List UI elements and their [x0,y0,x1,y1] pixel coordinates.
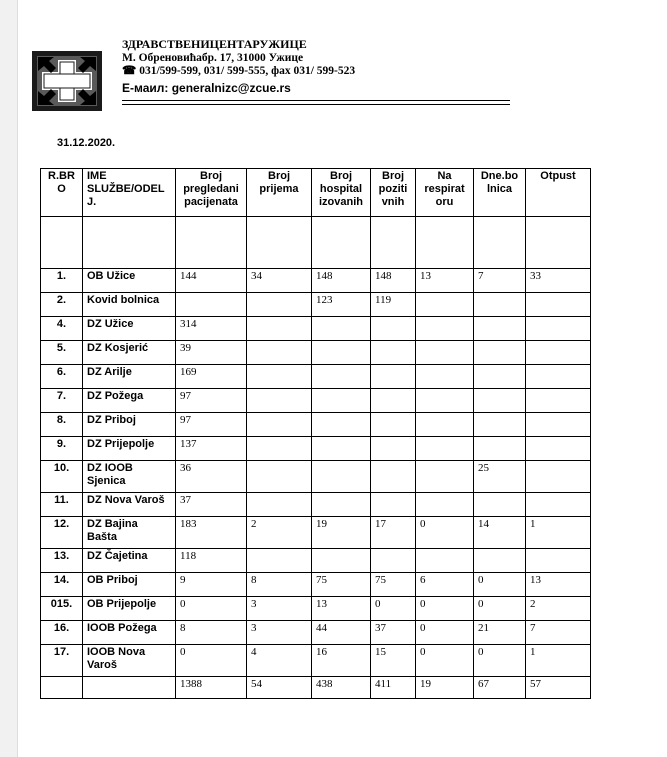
otpust-value: 13 [526,573,591,597]
dnevna-bolnica-value: 14 [474,517,526,549]
row-number: 4. [41,317,83,341]
row-number: 12. [41,517,83,549]
dnevna-bolnica-value: 21 [474,621,526,645]
org-phones-line [122,65,355,79]
pozitivnih-value [371,413,416,437]
table-row [41,293,591,317]
pozitivnih-value: 119 [371,293,416,317]
empty-cell [416,217,474,269]
hospitalizovanih-value [312,549,371,573]
service-name: DZ Čajetina [83,549,176,573]
otpust-value: 1 [526,517,591,549]
table-row [41,597,591,621]
col-header-name: IME SLUŽBE/ODEL J. [83,169,176,217]
pozitivnih-value [371,493,416,517]
service-name: DZ Nova Varoš [83,493,176,517]
table-row [41,645,591,677]
pregledani-value: 118 [176,549,247,573]
respirator-value [416,293,474,317]
total-respirator-value: 19 [416,677,474,699]
pregledani-value: 39 [176,341,247,365]
hospitalizovanih-value [312,365,371,389]
hospitalizovanih-value: 13 [312,597,371,621]
prijema-value [247,437,312,461]
respirator-value [416,437,474,461]
respirator-value [416,365,474,389]
col-header-rbr: R.BR O [41,169,83,217]
prijema-value [247,493,312,517]
service-name: IOOB Nova Varoš [83,645,176,677]
table-row [41,389,591,413]
col-header-pregledani: Broj pregledani pacijenata [176,169,247,217]
row-number: 015. [41,597,83,621]
header-divider [122,100,510,101]
otpust-value [526,365,591,389]
row-number: 6. [41,365,83,389]
otpust-value [526,437,591,461]
service-name: DZ Užice [83,317,176,341]
col-header-respirator: Na respirat oru [416,169,474,217]
hospitalizovanih-value [312,317,371,341]
row-number: 14. [41,573,83,597]
table-row [41,573,591,597]
hospitalizovanih-value [312,341,371,365]
row-number: 13. [41,549,83,573]
prijema-value: 3 [247,621,312,645]
dnevna-bolnica-value: 0 [474,645,526,677]
page-margin [0,0,18,757]
prijema-value [247,389,312,413]
table-row [41,493,591,517]
otpust-value: 7 [526,621,591,645]
respirator-value [416,389,474,413]
service-name: OB Užice [83,269,176,293]
hospitalizovanih-value: 44 [312,621,371,645]
otpust-value [526,389,591,413]
service-name: DZ Priboj [83,413,176,437]
hospitalizovanih-value [312,493,371,517]
total-pozitivnih-value: 411 [371,677,416,699]
totals-row [41,677,591,699]
pregledani-value [176,293,247,317]
prijema-value: 2 [247,517,312,549]
pozitivnih-value [371,365,416,389]
org-phones: 031/599-599, 031/ 599-555, фах 031/ 599-523 [139,65,356,77]
row-number: 5. [41,341,83,365]
hospitalizovanih-value [312,437,371,461]
respirator-value: 0 [416,645,474,677]
prijema-value [247,461,312,493]
col-header-hospitalizovanih: Broj hospital izovanih [312,169,371,217]
pregledani-value: 144 [176,269,247,293]
service-name: DZ Kosjerić [83,341,176,365]
row-number: 16. [41,621,83,645]
empty-cell [526,217,591,269]
service-name: DZ Prijepolje [83,437,176,461]
pregledani-value: 183 [176,517,247,549]
total-service-name [83,677,176,699]
hospitalizovanih-value: 75 [312,573,371,597]
total-pregledani-value: 1388 [176,677,247,699]
service-name: Kovid bolnica [83,293,176,317]
pozitivnih-value [371,461,416,493]
table-row [41,413,591,437]
table-row [41,437,591,461]
table-row [41,365,591,389]
prijema-value: 34 [247,269,312,293]
dnevna-bolnica-value: 25 [474,461,526,493]
service-name: OB Priboj [83,573,176,597]
respirator-value: 0 [416,517,474,549]
table-row [41,517,591,549]
pregledani-value: 97 [176,389,247,413]
table-header-row [41,169,591,217]
table-row [41,341,591,365]
row-number: 8. [41,413,83,437]
empty-cell [176,217,247,269]
report-date: 31.12.2020. [57,137,116,149]
dnevna-bolnica-value [474,413,526,437]
hospitalizovanih-value: 148 [312,269,371,293]
dnevna-bolnica-value: 0 [474,597,526,621]
prijema-value: 3 [247,597,312,621]
pozitivnih-value: 148 [371,269,416,293]
dnevna-bolnica-value [474,437,526,461]
respirator-value [416,341,474,365]
pozitivnih-value: 75 [371,573,416,597]
service-name: IOOB Požega [83,621,176,645]
row-number: 7. [41,389,83,413]
total-hospitalizovanih-value: 438 [312,677,371,699]
pregledani-value: 314 [176,317,247,341]
hospitalizovanih-value: 19 [312,517,371,549]
prijema-value: 4 [247,645,312,677]
dnevna-bolnica-value: 0 [474,573,526,597]
row-number: 1. [41,269,83,293]
org-email: Е-маил: generalnizc@zcue.rs [122,80,291,95]
otpust-value: 33 [526,269,591,293]
respirator-value: 0 [416,621,474,645]
row-number: 2. [41,293,83,317]
pozitivnih-value: 15 [371,645,416,677]
pozitivnih-value: 17 [371,517,416,549]
table-row [41,621,591,645]
respirator-value [416,493,474,517]
dnevna-bolnica-value [474,389,526,413]
otpust-value [526,293,591,317]
prijema-value [247,365,312,389]
service-name: DZ Bajina Bašta [83,517,176,549]
dnevna-bolnica-value [474,317,526,341]
pregledani-value: 0 [176,645,247,677]
dnevna-bolnica-value [474,365,526,389]
prijema-value [247,413,312,437]
org-name: ЗДРАВСТВЕНИЦЕНТАРУЖИЦЕ [122,37,307,51]
pregledani-value: 0 [176,597,247,621]
dnevna-bolnica-value: 7 [474,269,526,293]
hospitalizovanih-value: 123 [312,293,371,317]
otpust-value [526,341,591,365]
pozitivnih-value [371,341,416,365]
pregledani-value: 36 [176,461,247,493]
empty-cell [41,217,83,269]
total-dnevna-bolnica-value: 67 [474,677,526,699]
pozitivnih-value [371,437,416,461]
pregledani-value: 97 [176,413,247,437]
hospitalizovanih-value [312,413,371,437]
empty-cell [312,217,371,269]
prijema-value [247,293,312,317]
dnevna-bolnica-value [474,493,526,517]
pregledani-value: 137 [176,437,247,461]
table-row [41,317,591,341]
col-header-dnevna-bolnica: Dne.bo lnica [474,169,526,217]
service-name: DZ IOOB Sjenica [83,461,176,493]
respirator-value [416,461,474,493]
total-row-number [41,677,83,699]
prijema-value [247,549,312,573]
respirator-value [416,413,474,437]
row-number: 9. [41,437,83,461]
empty-cell [247,217,312,269]
pozitivnih-value: 37 [371,621,416,645]
pregledani-value: 169 [176,365,247,389]
respirator-value: 13 [416,269,474,293]
hospitalizovanih-value [312,461,371,493]
telephone-icon: ☎ [122,65,137,77]
prijema-value [247,317,312,341]
dnevna-bolnica-value [474,341,526,365]
pregledani-value: 8 [176,621,247,645]
hospitalizovanih-value [312,389,371,413]
pregledani-value: 37 [176,493,247,517]
header-divider [122,104,510,105]
hospitalizovanih-value: 16 [312,645,371,677]
pozitivnih-value [371,317,416,341]
total-otpust-value: 57 [526,677,591,699]
pozitivnih-value: 0 [371,597,416,621]
prijema-value [247,341,312,365]
pozitivnih-value [371,549,416,573]
row-number: 17. [41,645,83,677]
organization-header [122,38,355,95]
total-prijema-value: 54 [247,677,312,699]
service-name: OB Prijepolje [83,597,176,621]
otpust-value: 2 [526,597,591,621]
dnevna-bolnica-value [474,549,526,573]
table-row [41,269,591,293]
col-header-otpust: Otpust [526,169,591,217]
empty-cell [83,217,176,269]
otpust-value [526,493,591,517]
prijema-value: 8 [247,573,312,597]
table-row [41,549,591,573]
pozitivnih-value [371,389,416,413]
otpust-value [526,461,591,493]
respirator-value [416,317,474,341]
col-header-prijema: Broj prijema [247,169,312,217]
table-row [41,461,591,493]
row-number: 11. [41,493,83,517]
otpust-value [526,317,591,341]
respirator-value [416,549,474,573]
otpust-value [526,413,591,437]
service-name: DZ Arilje [83,365,176,389]
org-address: М. Обреновићабр. 17, 31000 Ужице [122,51,304,64]
medical-cross-logo [32,51,102,111]
pregledani-value: 9 [176,573,247,597]
empty-cell [474,217,526,269]
table-spacer-row [41,217,591,269]
otpust-value [526,549,591,573]
respirator-value: 6 [416,573,474,597]
col-header-pozitivnih: Broj poziti vnih [371,169,416,217]
row-number: 10. [41,461,83,493]
dnevna-bolnica-value [474,293,526,317]
report-table [40,168,591,699]
respirator-value: 0 [416,597,474,621]
empty-cell [371,217,416,269]
service-name: DZ Požega [83,389,176,413]
otpust-value: 1 [526,645,591,677]
